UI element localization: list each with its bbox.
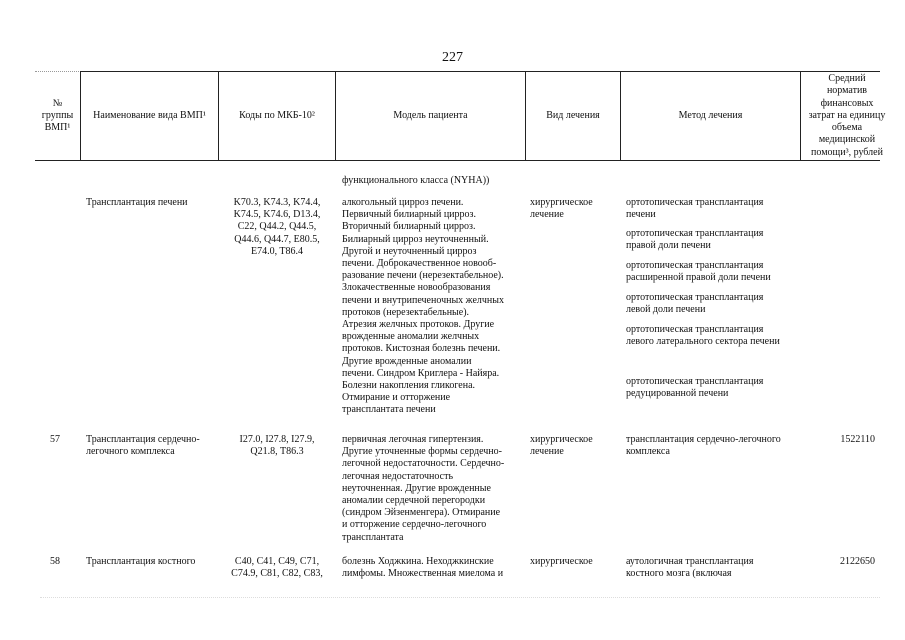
row-57-type: хирургическое лечение [530,434,593,458]
continuation-text: функционального класса (NYHA)) [342,175,490,186]
row-liver-name: Трансплантация печени [86,197,188,208]
header-bottom-border [35,160,880,161]
page-bottom-rule [40,597,880,598]
row-liver-model: алкогольный цирроз печени. Первичный билиарный цирроз. Вторичный билиарный цирроз. Билиарный цирроз неуточненный. Другой и неуточненный цирроз печени. Доброкачественное новооб- разование печени (нерезектабельное). Злокачественные новообразования печени и внутрипеченочных желчных протоков (нерезектабельные). Атрезия желчных протоков. Другие врожденные аномалии желчных протоков. Кистозная болезнь печени. Другие врожденные аномалии печени. Синдром Криглера - Найяра. Болезни накопления гликогена. Отмирание и отторжение трансплантата печени [342,197,504,416]
row-57-method: трансплантация сердечно-легочного комплекса [626,434,781,458]
row-liver-method-6: ортотопическая трансплантация редуцированной печени [626,376,764,400]
header-group-no-text: № группы ВМП¹ [41,97,74,134]
row-58-model: болезнь Ходжкина. Неходжкинские лимфомы. Множественная миелома и [342,556,504,580]
header-patient-model [336,72,525,160]
row-57-cost: 1522110 [840,434,875,445]
row-liver-method-2: ортотопическая трансплантация правой доли печени [626,228,764,252]
row-57-name: Трансплантация сердечно- легочного комплекса [86,434,200,458]
header-mkb-codes [219,72,335,160]
header-treatment-method [621,72,800,160]
header-vmp-name-text: Наименование вида ВМП¹ [93,109,206,121]
header-treatment-type [526,72,620,160]
header-treatment-method-text: Метод лечения [678,109,743,121]
row-58-group: 58 [50,556,60,567]
row-58-type: хирургическое [530,556,593,567]
header-patient-model-text: Модель пациента [393,109,468,121]
header-avg-cost [801,72,893,160]
row-57-group: 57 [50,434,60,445]
header-treatment-type-text: Вид лечения [546,109,600,121]
row-liver-method-4: ортотопическая трансплантация левой доли печени [626,292,764,316]
row-liver-method-1: ортотопическая трансплантация печени [626,197,764,221]
row-58-method: аутологичная трансплантация костного мозга (включая [626,556,754,580]
header-vmp-name [81,72,218,160]
row-liver-type: хирургическое лечение [530,197,593,221]
header-mkb-codes-text: Коды по МКБ-10² [239,109,315,121]
row-58-codes: C40, C41, C49, C71, C74.9, C81, C82, C83, [231,556,323,580]
header-group-no [35,72,80,160]
row-57-model: первичная легочная гипертензия. Другие уточненные формы сердечно- легочной недостаточности. Сердечно- легочная недостаточность неуточненная. Другие врожденные аномалии сердечной перегородки (синдром Эйзенменгера). Отмирание и отторжение сердечно-легочного трансплантата [342,434,505,543]
row-liver-method-5: ортотопическая трансплантация левого латерального сектора печени [626,324,780,348]
header-avg-cost-text: Средний норматив финансовых затрат на единицу объема медицинской помощи³, рублей [808,73,886,158]
row-liver-method-3: ортотопическая трансплантация расширенной правой доли печени [626,260,771,284]
row-58-cost: 2122650 [840,556,875,567]
row-liver-codes: K70.3, K74.3, K74.4, K74.5, K74.6, D13.4, C22, Q44.2, Q44.5, Q44.6, Q44.7, E80.5, E74.0, T86.4 [233,197,321,257]
page-number: 227 [442,50,463,65]
row-58-name: Трансплантация костного [86,556,196,567]
row-57-codes: I27.0, I27.8, I27.9, Q21.8, T86.3 [239,434,315,458]
